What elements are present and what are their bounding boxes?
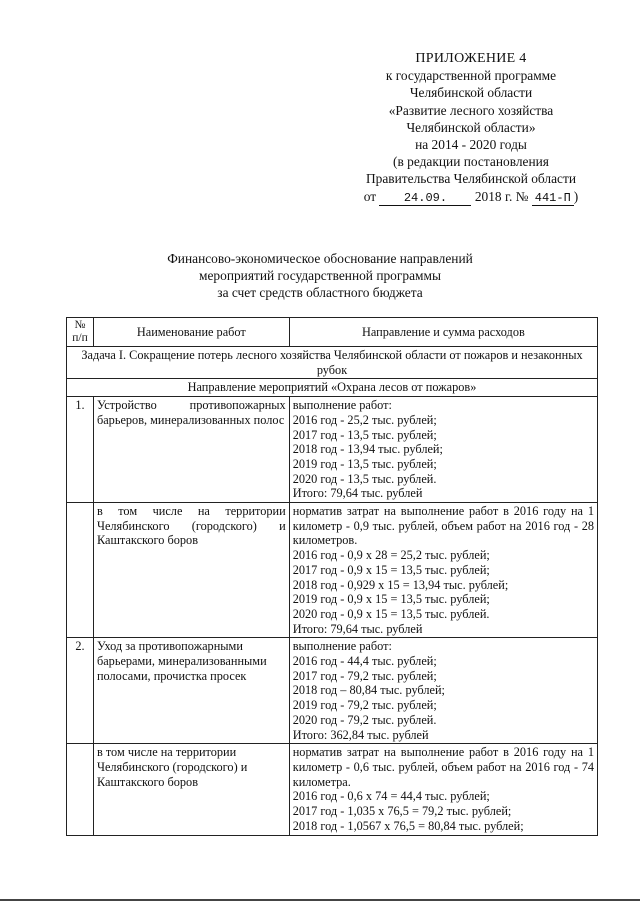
header-number: № п/п — [67, 318, 94, 347]
expense-line: 2020 год - 0,9 х 15 = 13,5 тыс. рублей. — [292, 606, 490, 621]
row-number — [67, 503, 94, 638]
budget-table — [66, 317, 598, 836]
expense-line: 2018 год - 1,0567 х 76,5 = 80,84 тыс. рублей; — [292, 818, 524, 833]
table-row — [67, 503, 598, 638]
row-work-name: Уход за противопожарными барьерами, минерализованными полосами, прочистка просек — [93, 638, 289, 744]
resolution-year: 2018 г. № — [474, 188, 529, 204]
table-row — [67, 744, 598, 835]
section-row — [67, 379, 598, 397]
resolution-number: 441-П — [532, 192, 574, 206]
row-direction — [289, 397, 597, 503]
section-title: Направление мероприятий «Охрана лесов от пожаров» — [67, 379, 598, 397]
appendix-line: (в редакции постановления — [393, 154, 549, 170]
expense-line: 2019 год - 0,9 х 15 = 13,5 тыс. рублей; — [292, 592, 490, 607]
row-work-name: Устройство противопожарных барьеров, минерализованных полос — [93, 397, 289, 503]
expense-line: 2018 год - 13,94 тыс. рублей; — [292, 442, 443, 457]
expense-total: Итого: 362,84 тыс. рублей — [292, 727, 429, 742]
row-number: 1. — [67, 397, 94, 503]
expense-line: 2016 год - 44,4 тыс. рублей; — [292, 654, 437, 669]
header-direction: Направление и сумма расходов — [289, 318, 597, 347]
task-row — [67, 347, 598, 379]
expense-total: Итого: 79,64 тыс. рублей — [292, 621, 423, 636]
appendix-line: «Развитие лесного хозяйства — [388, 102, 554, 118]
expense-line: 2016 год - 25,2 тыс. рублей; — [292, 412, 437, 427]
document-heading — [120, 250, 520, 302]
expense-line: 2017 год - 0,9 х 15 = 13,5 тыс. рублей; — [292, 562, 490, 577]
appendix-line: на 2014 - 2020 годы — [415, 137, 527, 153]
heading-line: Финансово-экономическое обоснование направлений — [167, 251, 473, 266]
expense-line: 2020 год - 13,5 тыс. рублей. — [292, 471, 437, 486]
row-direction — [289, 503, 597, 638]
from-prefix: от — [363, 188, 377, 204]
heading-line: мероприятий государственной программы — [199, 268, 441, 284]
close-paren: ) — [573, 188, 579, 204]
expense-line: 2016 год - 0,6 х 74 = 44,4 тыс. рублей; — [292, 789, 490, 804]
header-work-name: Наименование работ — [93, 318, 289, 347]
appendix-title: ПРИЛОЖЕНИЕ 4 — [415, 51, 527, 66]
appendix-header — [340, 50, 602, 206]
expense-line: 2018 год – 80,84 тыс. рублей; — [292, 683, 445, 698]
table-header-row — [67, 318, 598, 347]
expense-line: 2017 год - 1,035 х 76,5 = 79,2 тыс. рублей; — [292, 804, 512, 819]
expense-line: 2016 год - 0,9 х 28 = 25,2 тыс. рублей; — [292, 548, 490, 563]
appendix-line: Челябинской области» — [406, 119, 536, 135]
row-direction — [289, 744, 597, 835]
resolution-line — [340, 188, 602, 206]
table-row — [67, 638, 598, 744]
expense-line: 2017 год - 79,2 тыс. рублей; — [292, 668, 437, 683]
expense-line: 2018 год - 0,929 х 15 = 13,94 тыс. рублей; — [292, 577, 509, 592]
row-work-name: в том числе на территории Челябинского (городского) и Каштакского боров — [93, 744, 289, 835]
appendix-line: Челябинской области — [409, 85, 533, 101]
cost-norm-explanation: норматив затрат на выполнение работ в 2016 году на 1 километр - 0,6 тыс. рублей, объем работ на 2016 год - 74 километра. — [292, 745, 594, 789]
task-title: Задача I. Сокращение потерь лесного хозяйства Челябинской области от пожаров и незаконных рубок — [67, 347, 598, 379]
resolution-date: 24.09. — [379, 192, 471, 206]
row-number — [67, 744, 94, 835]
expense-line: 2017 год - 13,5 тыс. рублей; — [292, 427, 437, 442]
expense-line: 2019 год - 13,5 тыс. рублей; — [292, 456, 437, 471]
row-work-name: в том числе на территории Челябинского (городского) и Каштакского боров — [93, 503, 289, 638]
expense-total: Итого: 79,64 тыс. рублей — [292, 486, 423, 501]
table-row — [67, 397, 598, 503]
expense-line: выполнение работ: — [292, 639, 392, 654]
expense-line: 2019 год - 79,2 тыс. рублей; — [292, 698, 437, 713]
cost-norm-explanation: норматив затрат на выполнение работ в 2016 году на 1 километр - 0,9 тыс. рублей, объем работ на 2016 год - 28 километров. — [292, 504, 594, 548]
appendix-line: Правительства Челябинской области — [366, 171, 576, 187]
appendix-line: к государственной программе — [385, 68, 557, 84]
page-bottom-edge — [0, 899, 640, 901]
heading-line: за счет средств областного бюджета — [217, 285, 423, 301]
row-number: 2. — [67, 638, 94, 744]
row-direction — [289, 638, 597, 744]
expense-line: выполнение работ: — [292, 398, 392, 413]
expense-line: 2020 год - 79,2 тыс. рублей. — [292, 712, 437, 727]
